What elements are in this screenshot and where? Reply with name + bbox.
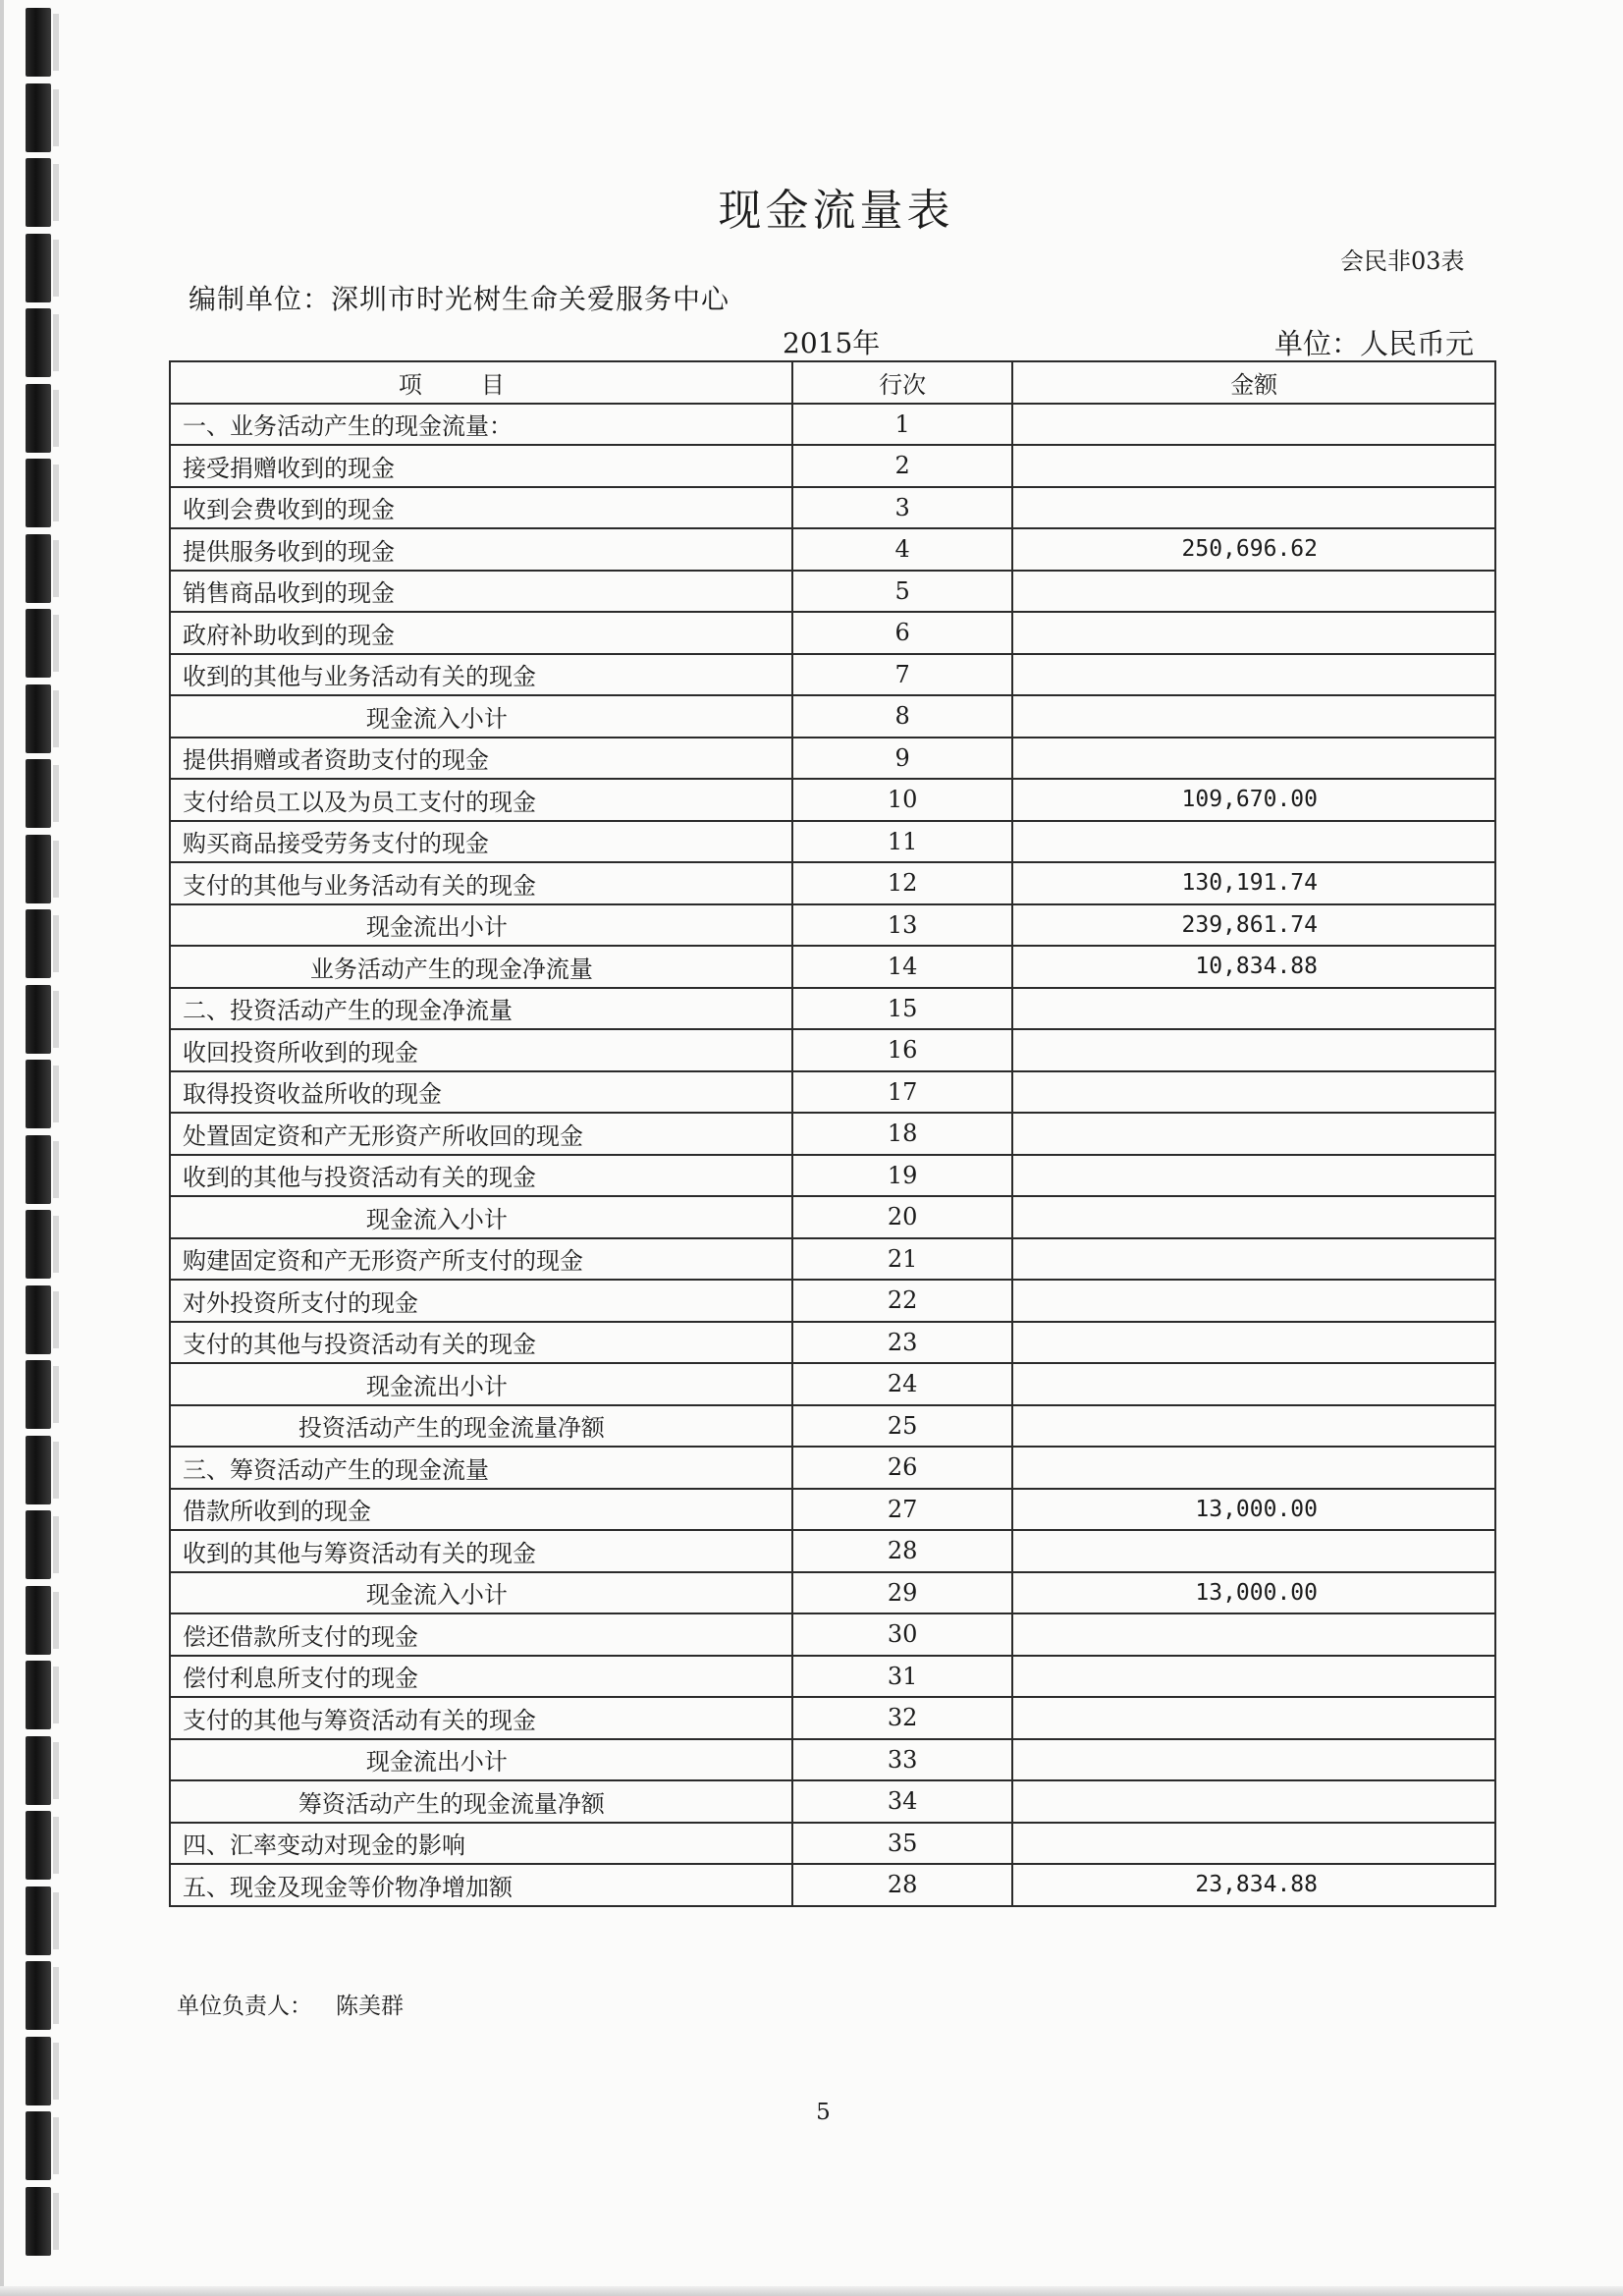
binding-holes — [14, 0, 73, 2296]
row-line-number: 12 — [792, 862, 1013, 904]
row-line-number: 23 — [792, 1322, 1013, 1364]
row-line-number: 21 — [792, 1238, 1013, 1281]
binding-hole — [26, 234, 51, 302]
row-amount — [1012, 1530, 1495, 1572]
row-amount — [1012, 1029, 1495, 1071]
binding-hole — [26, 1661, 51, 1729]
row-amount — [1012, 571, 1495, 613]
binding-hole — [26, 1285, 51, 1354]
row-amount — [1012, 695, 1495, 738]
table-row — [170, 1363, 1495, 1405]
binding-hole — [26, 1210, 51, 1279]
table-row — [170, 1322, 1495, 1364]
table-row — [170, 571, 1495, 613]
table-header-row — [170, 361, 1495, 404]
table-row — [170, 1656, 1495, 1698]
row-item: 对外投资所支付的现金 — [170, 1280, 792, 1322]
row-amount — [1012, 404, 1495, 446]
signature-label: 单位负责人： — [177, 1994, 312, 2019]
row-amount — [1012, 1447, 1495, 1489]
row-amount — [1012, 1113, 1495, 1155]
row-amount — [1012, 988, 1495, 1030]
row-item: 收到的其他与筹资活动有关的现金 — [170, 1530, 792, 1572]
page-edge — [0, 0, 4, 2296]
signature-block — [177, 1988, 404, 2020]
binding-hole — [26, 684, 51, 753]
table-row — [170, 1530, 1495, 1572]
table-row — [170, 1238, 1495, 1281]
binding-hole — [26, 1360, 51, 1429]
row-amount: 109,670.00 — [1012, 779, 1495, 821]
row-amount: 23,834.88 — [1012, 1864, 1495, 1906]
row-line-number: 9 — [792, 738, 1013, 780]
row-line-number: 10 — [792, 779, 1013, 821]
row-item: 提供捐赠或者资助支付的现金 — [170, 738, 792, 780]
row-amount — [1012, 1322, 1495, 1364]
header-line: 行次 — [792, 361, 1013, 404]
binding-hole — [26, 1811, 51, 1880]
page-bottom-edge — [0, 2286, 1623, 2296]
row-line-number: 5 — [792, 571, 1013, 613]
row-amount — [1012, 1739, 1495, 1781]
table-row — [170, 1572, 1495, 1614]
row-item: 接受捐赠收到的现金 — [170, 445, 792, 487]
row-item: 三、筹资活动产生的现金流量 — [170, 1447, 792, 1489]
currency-unit: 单位：人民币元 — [1274, 327, 1475, 360]
report-year: 2015年 — [783, 327, 881, 359]
table-row — [170, 404, 1495, 446]
row-amount — [1012, 1280, 1495, 1322]
row-amount: 10,834.88 — [1012, 946, 1495, 988]
row-amount — [1012, 1823, 1495, 1865]
row-line-number: 31 — [792, 1656, 1013, 1698]
row-item: 二、投资活动产生的现金净流量 — [170, 988, 792, 1030]
row-item: 取得投资收益所收的现金 — [170, 1071, 792, 1114]
table-row — [170, 821, 1495, 863]
row-amount: 250,696.62 — [1012, 528, 1495, 571]
row-item: 一、业务活动产生的现金流量： — [170, 404, 792, 446]
form-code: 会民非03表 — [1340, 247, 1465, 275]
row-amount — [1012, 1238, 1495, 1281]
signature-name: 陈美群 — [336, 1994, 404, 2019]
row-amount — [1012, 1155, 1495, 1197]
row-line-number: 1 — [792, 404, 1013, 446]
table-row — [170, 1780, 1495, 1823]
binding-hole — [26, 2037, 51, 2105]
row-item: 业务活动产生的现金净流量 — [170, 946, 792, 988]
table-row — [170, 1196, 1495, 1238]
binding-hole — [26, 985, 51, 1054]
row-line-number: 8 — [792, 695, 1013, 738]
row-item: 政府补助收到的现金 — [170, 612, 792, 654]
row-amount: 13,000.00 — [1012, 1489, 1495, 1531]
binding-hole — [26, 1060, 51, 1128]
row-amount — [1012, 1363, 1495, 1405]
row-item: 支付的其他与筹资活动有关的现金 — [170, 1697, 792, 1739]
binding-hole — [26, 1135, 51, 1204]
row-item: 销售商品收到的现金 — [170, 571, 792, 613]
binding-hole — [26, 83, 51, 152]
table-row — [170, 1489, 1495, 1531]
row-line-number: 26 — [792, 1447, 1013, 1489]
row-line-number: 24 — [792, 1363, 1013, 1405]
row-item: 收到的其他与业务活动有关的现金 — [170, 654, 792, 696]
row-line-number: 22 — [792, 1280, 1013, 1322]
row-line-number: 17 — [792, 1071, 1013, 1114]
row-item: 支付的其他与业务活动有关的现金 — [170, 862, 792, 904]
row-item: 现金流入小计 — [170, 695, 792, 738]
row-line-number: 2 — [792, 445, 1013, 487]
row-line-number: 11 — [792, 821, 1013, 863]
table-row — [170, 1613, 1495, 1656]
row-item: 提供服务收到的现金 — [170, 528, 792, 571]
table-row — [170, 1697, 1495, 1739]
row-amount — [1012, 1405, 1495, 1448]
row-line-number: 27 — [792, 1489, 1013, 1531]
row-line-number: 3 — [792, 487, 1013, 529]
table-row — [170, 1155, 1495, 1197]
row-amount — [1012, 1697, 1495, 1739]
table-row — [170, 487, 1495, 529]
row-item: 偿还借款所支付的现金 — [170, 1613, 792, 1656]
row-item: 筹资活动产生的现金流量净额 — [170, 1780, 792, 1823]
table-row — [170, 1823, 1495, 1865]
table-row — [170, 779, 1495, 821]
row-amount — [1012, 612, 1495, 654]
row-item: 收到的其他与投资活动有关的现金 — [170, 1155, 792, 1197]
row-line-number: 34 — [792, 1780, 1013, 1823]
binding-hole — [26, 909, 51, 978]
table-row — [170, 528, 1495, 571]
cash-flow-table — [169, 360, 1496, 1907]
binding-hole — [26, 1961, 51, 2030]
row-amount: 13,000.00 — [1012, 1572, 1495, 1614]
table-row — [170, 1405, 1495, 1448]
binding-hole — [26, 8, 51, 77]
row-item: 现金流出小计 — [170, 904, 792, 947]
row-amount — [1012, 1780, 1495, 1823]
row-line-number: 33 — [792, 1739, 1013, 1781]
table-row — [170, 1280, 1495, 1322]
row-item: 投资活动产生的现金流量净额 — [170, 1405, 792, 1448]
table-row — [170, 445, 1495, 487]
row-line-number: 13 — [792, 904, 1013, 947]
row-line-number: 14 — [792, 946, 1013, 988]
row-amount — [1012, 821, 1495, 863]
row-line-number: 19 — [792, 1155, 1013, 1197]
binding-hole — [26, 1886, 51, 1955]
table-row — [170, 1447, 1495, 1489]
row-item: 支付的其他与投资活动有关的现金 — [170, 1322, 792, 1364]
binding-hole — [26, 384, 51, 453]
row-line-number: 32 — [792, 1697, 1013, 1739]
binding-hole — [26, 1510, 51, 1579]
row-amount: 239,861.74 — [1012, 904, 1495, 947]
binding-hole — [26, 308, 51, 377]
table-row — [170, 904, 1495, 947]
page-number: 5 — [816, 2100, 831, 2125]
table-row — [170, 862, 1495, 904]
table-row — [170, 1739, 1495, 1781]
row-item: 现金流出小计 — [170, 1363, 792, 1405]
row-line-number: 28 — [792, 1864, 1013, 1906]
row-item: 现金流入小计 — [170, 1572, 792, 1614]
row-line-number: 18 — [792, 1113, 1013, 1155]
binding-hole — [26, 459, 51, 527]
row-amount — [1012, 738, 1495, 780]
row-amount — [1012, 1196, 1495, 1238]
header-item: 项目 — [170, 361, 792, 404]
binding-hole — [26, 609, 51, 678]
row-item: 购建固定资和产无形资产所支付的现金 — [170, 1238, 792, 1281]
row-line-number: 7 — [792, 654, 1013, 696]
row-line-number: 20 — [792, 1196, 1013, 1238]
table-row — [170, 1113, 1495, 1155]
table-row — [170, 654, 1495, 696]
table-row — [170, 988, 1495, 1030]
reporting-unit: 编制单位：深圳市时光树生命关爱服务中心 — [189, 283, 730, 315]
table-row — [170, 946, 1495, 988]
row-item: 五、现金及现金等价物净增加额 — [170, 1864, 792, 1906]
row-item: 收到会费收到的现金 — [170, 487, 792, 529]
row-item: 借款所收到的现金 — [170, 1489, 792, 1531]
row-line-number: 35 — [792, 1823, 1013, 1865]
row-line-number: 16 — [792, 1029, 1013, 1071]
row-line-number: 25 — [792, 1405, 1013, 1448]
header-amount: 金额 — [1012, 361, 1495, 404]
row-line-number: 29 — [792, 1572, 1013, 1614]
row-amount — [1012, 1656, 1495, 1698]
binding-hole — [26, 534, 51, 603]
binding-hole — [26, 1436, 51, 1504]
row-item: 购买商品接受劳务支付的现金 — [170, 821, 792, 863]
row-line-number: 15 — [792, 988, 1013, 1030]
binding-hole — [26, 835, 51, 903]
row-item: 支付给员工以及为员工支付的现金 — [170, 779, 792, 821]
row-item: 四、汇率变动对现金的影响 — [170, 1823, 792, 1865]
row-amount: 130,191.74 — [1012, 862, 1495, 904]
binding-hole — [26, 2187, 51, 2256]
row-amount — [1012, 654, 1495, 696]
row-item: 现金流出小计 — [170, 1739, 792, 1781]
binding-hole — [26, 1736, 51, 1805]
row-amount — [1012, 487, 1495, 529]
page-title: 现金流量表 — [718, 186, 954, 236]
binding-hole — [26, 759, 51, 828]
row-line-number: 6 — [792, 612, 1013, 654]
row-line-number: 28 — [792, 1530, 1013, 1572]
row-amount — [1012, 1613, 1495, 1656]
binding-hole — [26, 1586, 51, 1655]
row-item: 收回投资所收到的现金 — [170, 1029, 792, 1071]
row-amount — [1012, 445, 1495, 487]
row-item: 处置固定资和产无形资产所收回的现金 — [170, 1113, 792, 1155]
table-row — [170, 1864, 1495, 1906]
table-row — [170, 738, 1495, 780]
row-item: 偿付利息所支付的现金 — [170, 1656, 792, 1698]
table-row — [170, 612, 1495, 654]
row-item: 现金流入小计 — [170, 1196, 792, 1238]
row-line-number: 4 — [792, 528, 1013, 571]
row-amount — [1012, 1071, 1495, 1114]
row-line-number: 30 — [792, 1613, 1013, 1656]
table-row — [170, 695, 1495, 738]
table-row — [170, 1071, 1495, 1114]
table-row — [170, 1029, 1495, 1071]
